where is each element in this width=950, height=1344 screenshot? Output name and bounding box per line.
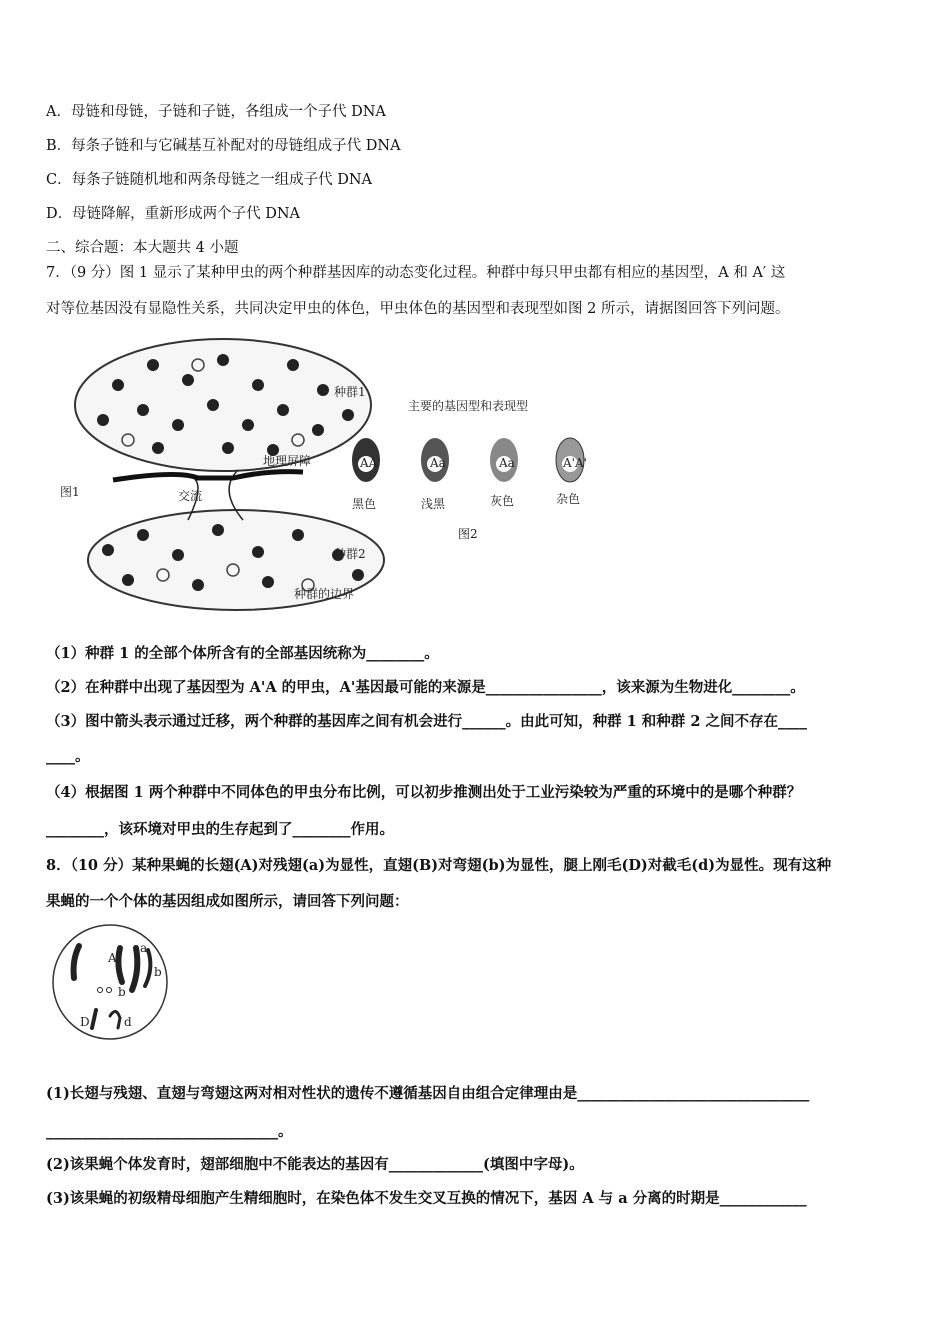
svg-text:b: b xyxy=(118,985,126,999)
svg-text:d: d xyxy=(124,1015,132,1029)
option-d: D．母链降解，重新形成两个子代 DNA xyxy=(46,206,301,222)
svg-text:杂色: 杂色 xyxy=(556,492,581,506)
section-title: 二、综合题：本大题共 4 小题 xyxy=(46,240,239,256)
svg-text:b: b xyxy=(154,965,162,979)
exchange-label: 交流 xyxy=(178,489,203,503)
q7-s3a: （3）图中箭头表示通过迁移，两个种群的基因库之间有机会进行______。由此可知，种群 1 和种群 2 之间不存在____ xyxy=(46,713,807,730)
option-b: B．每条子链和与它碱基互补配对的母链组成子代 DNA xyxy=(46,138,401,154)
q7-s2: （2）在种群中出现了基因型为 A'A 的甲虫，A'基因最可能的来源是________________，该来源为生物进化________。 xyxy=(46,679,805,696)
boundary-label: 种群的边界 xyxy=(294,587,355,601)
fig1-label: 图1 xyxy=(60,485,80,499)
q8-s1b: ________________________________。 xyxy=(46,1123,293,1140)
svg-text:Aa: Aa xyxy=(430,456,446,470)
option-a: A．母链和母链，子链和子链，各组成一个子代 DNA xyxy=(46,104,386,120)
q7-s4a: （4）根据图 1 两个种群中不同体色的甲虫分布比例，可以初步推测出处于工业污染较为严重的环境中的是哪个种群？ xyxy=(46,784,802,801)
svg-text:a: a xyxy=(140,941,148,955)
svg-text:AA: AA xyxy=(360,456,378,470)
fig2-title: 主要的基因型和表现型 xyxy=(408,399,529,413)
barrier-label: 地理屏障 xyxy=(263,454,312,468)
q8-line1: 8．（10 分）某种果蝇的长翅(A)对残翅(a)为显性，直翅(B)对弯翅(b)为显性，腿上刚毛(D)对截毛(d)为显性。现有这种 xyxy=(46,857,832,874)
beetle-icons xyxy=(352,438,584,482)
svg-text:Aa: Aa xyxy=(499,456,515,470)
chromosome-figure xyxy=(44,920,179,1045)
svg-text:A: A xyxy=(108,951,117,965)
q8-s1a: (1)长翅与残翅、直翅与弯翅这两对相对性状的遗传不遵循基因自由组合定律理由是________________________________ xyxy=(46,1085,810,1102)
q7-s1: （1）种群 1 的全部个体所含有的全部基因统称为________。 xyxy=(46,645,439,662)
beetle-figure xyxy=(58,330,598,615)
svg-text:灰色: 灰色 xyxy=(490,494,515,508)
q7-s3b: ____。 xyxy=(46,748,90,765)
option-c: C．每条子链随机地和两条母链之一组成子代 DNA xyxy=(46,172,372,188)
pop2-label: 种群2 xyxy=(334,547,366,561)
svg-text:D: D xyxy=(80,1015,90,1029)
q7-line2: 对等位基因没有显隐性关系，共同决定甲虫的体色，甲虫体色的基因型和表现型如图 2 所示，请据图回答下列问题。 xyxy=(46,301,790,317)
q8-s2: (2)该果蝇个体发育时，翅部细胞中不能表达的基因有_____________(填图中字母)。 xyxy=(46,1156,584,1173)
fig2-label: 图2 xyxy=(458,527,478,541)
svg-text:A'A': A'A' xyxy=(563,456,587,470)
q7-line1: 7．（9 分）图 1 显示了某种甲虫的两个种群基因库的动态变化过程。种群中每只甲虫都有相应的基因型，A 和 A′ 这 xyxy=(46,265,786,281)
svg-text:黑色: 黑色 xyxy=(352,497,377,511)
svg-text:浅黑: 浅黑 xyxy=(421,497,446,511)
pop1-label: 种群1 xyxy=(334,385,366,399)
q8-line2: 果蝇的一个个体的基因组成如图所示，请回答下列问题： xyxy=(46,893,409,910)
q7-s4b: ________，该环境对甲虫的生存起到了________作用。 xyxy=(46,821,394,838)
q8-s3: (3)该果蝇的初级精母细胞产生精细胞时，在染色体不发生交叉互换的情况下，基因 A 与 a 分离的时期是____________ xyxy=(46,1190,807,1207)
